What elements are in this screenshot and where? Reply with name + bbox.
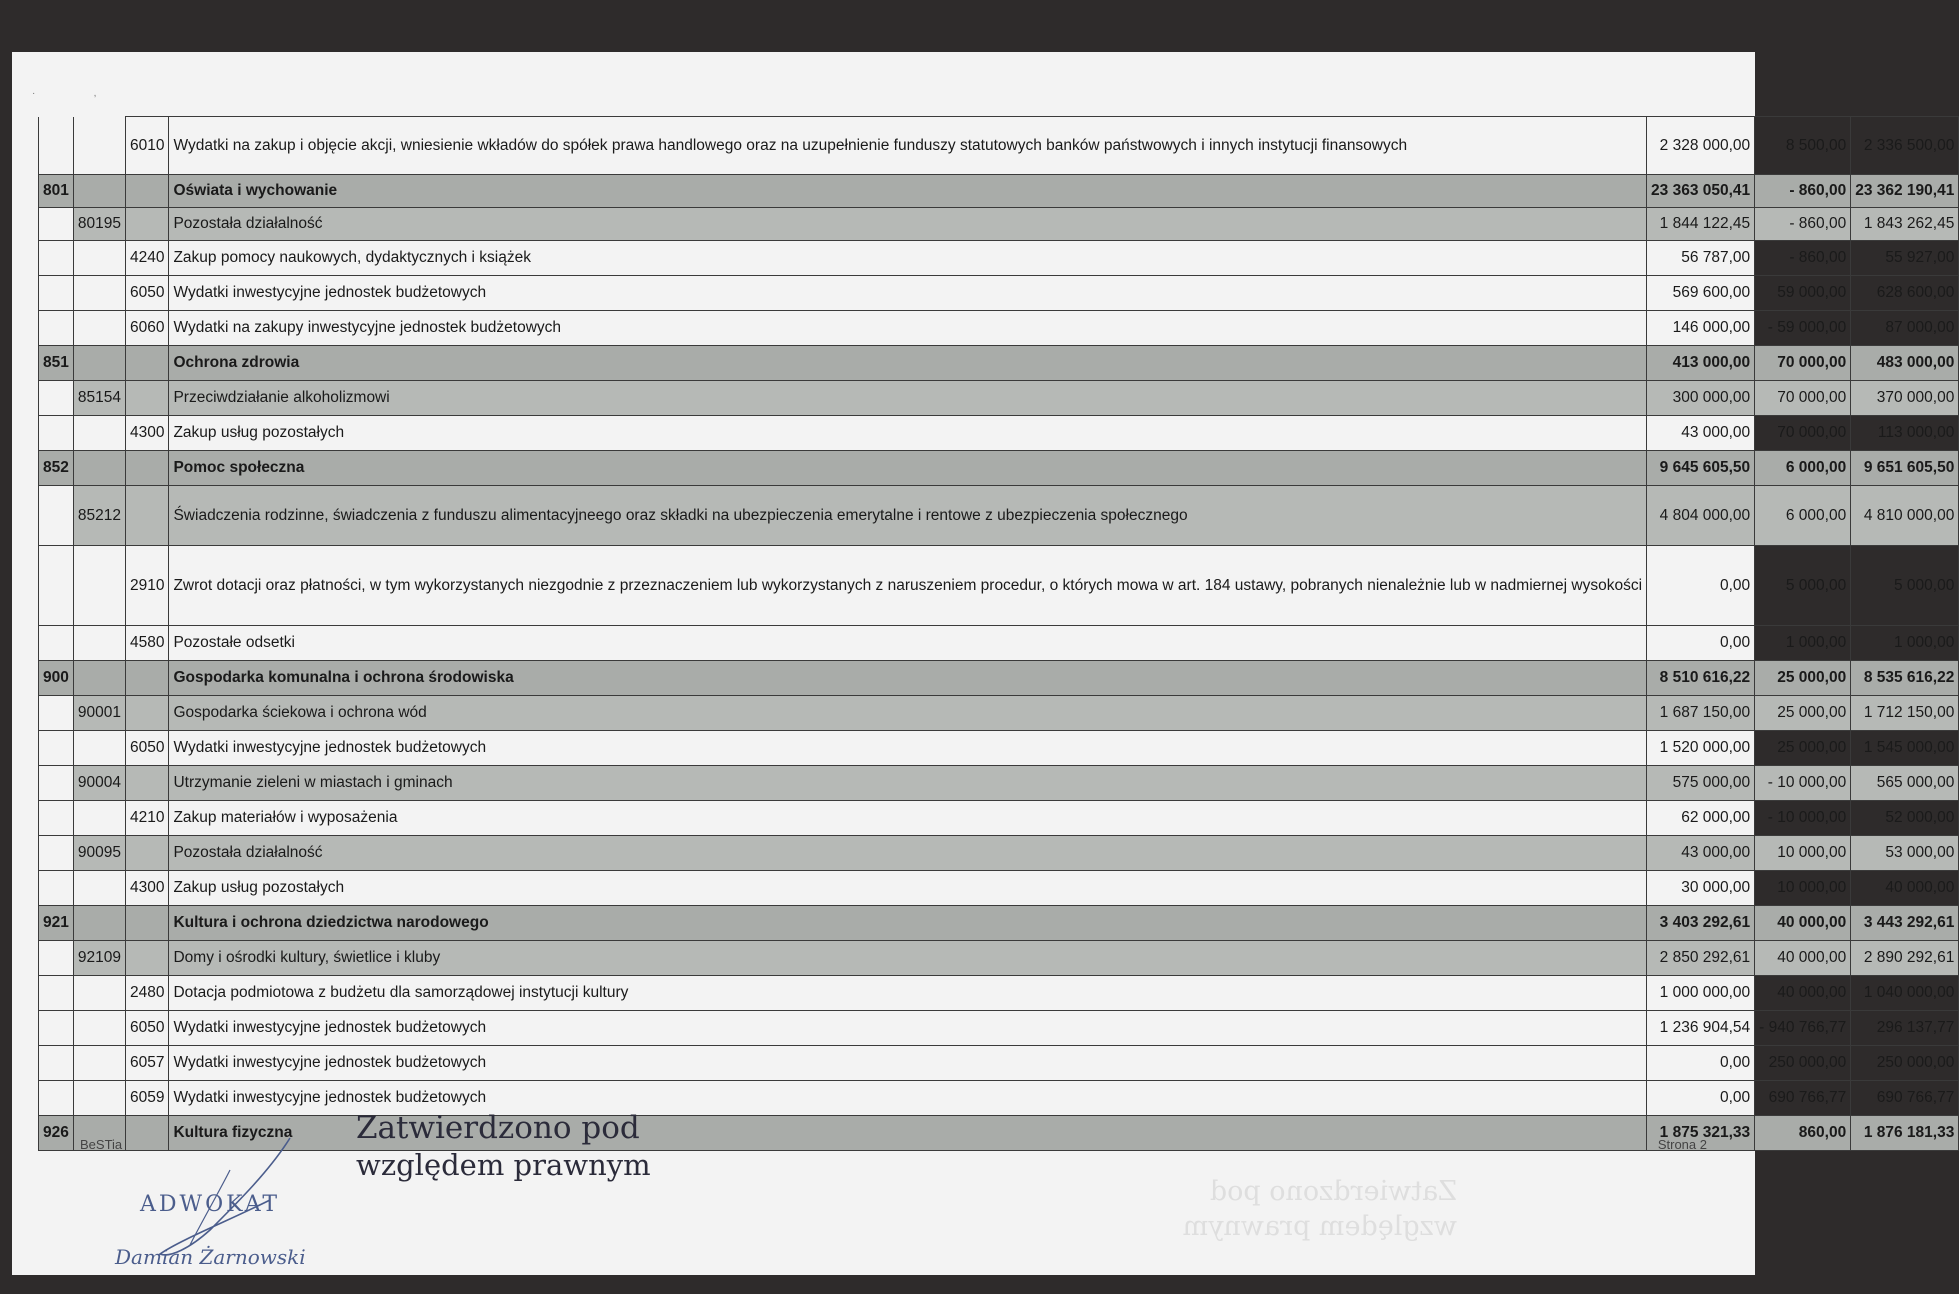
- cell-po-zmianie: 370 000,00: [1851, 381, 1959, 416]
- cell-po-zmianie: 1 040 000,00: [1851, 976, 1959, 1011]
- cell-plan: 413 000,00: [1647, 346, 1755, 381]
- cell-nazwa: Utrzymanie zieleni w miastach i gminach: [169, 766, 1647, 801]
- table-row: [39, 976, 1959, 1011]
- cell-dzial: [39, 311, 74, 346]
- cell-plan: 1 236 904,54: [1647, 1011, 1755, 1046]
- cell-dzial: [39, 836, 74, 871]
- cell-rozdzial: 80195: [73, 208, 125, 241]
- cell-rozdzial: 90004: [73, 766, 125, 801]
- cell-nazwa: Ochrona zdrowia: [169, 346, 1647, 381]
- cell-plan: 0,00: [1647, 626, 1755, 661]
- cell-rozdzial: [73, 906, 125, 941]
- cell-dzial: [39, 871, 74, 906]
- table-row-dzial: [39, 661, 1959, 696]
- table-row: [39, 276, 1959, 311]
- stamp-ghost-line-2: względem prawnym: [1182, 1211, 1457, 1243]
- cell-nazwa: Pozostała działalność: [169, 836, 1647, 871]
- cell-dzial: 801: [39, 175, 74, 208]
- cell-rozdzial: [73, 241, 125, 276]
- cell-plan: 62 000,00: [1647, 801, 1755, 836]
- stamp-ghost-line-1: Zatwierdzono pod: [1209, 1176, 1457, 1207]
- cell-paragraf: 4580: [125, 626, 168, 661]
- cell-po-zmianie: 1 876 181,33: [1851, 1116, 1959, 1151]
- cell-plan: 0,00: [1647, 1081, 1755, 1116]
- cell-dzial: [39, 416, 74, 451]
- cell-nazwa: Zakup usług pozostałych: [169, 416, 1647, 451]
- cell-paragraf: [125, 906, 168, 941]
- cell-dzial: [39, 626, 74, 661]
- cell-zmiana: 8 500,00: [1755, 117, 1851, 175]
- cell-dzial: 852: [39, 451, 74, 486]
- cell-plan: 0,00: [1647, 1046, 1755, 1081]
- cell-po-zmianie: 52 000,00: [1851, 801, 1959, 836]
- cell-plan: 56 787,00: [1647, 241, 1755, 276]
- cell-paragraf: [125, 451, 168, 486]
- cell-po-zmianie: 2 336 500,00: [1851, 117, 1959, 175]
- cell-dzial: 921: [39, 906, 74, 941]
- cell-paragraf: 6060: [125, 311, 168, 346]
- cell-rozdzial: 85154: [73, 381, 125, 416]
- cell-nazwa: Gospodarka komunalna i ochrona środowiska: [169, 661, 1647, 696]
- cell-rozdzial: [73, 1081, 125, 1116]
- cell-po-zmianie: 690 766,77: [1851, 1081, 1959, 1116]
- cell-po-zmianie: 250 000,00: [1851, 1046, 1959, 1081]
- cell-po-zmianie: 8 535 616,22: [1851, 661, 1959, 696]
- cell-paragraf: 2480: [125, 976, 168, 1011]
- cell-po-zmianie: 113 000,00: [1851, 416, 1959, 451]
- cell-zmiana: - 10 000,00: [1755, 801, 1851, 836]
- footer-page-number: Strona 2: [1657, 1137, 1707, 1152]
- cell-zmiana: 250 000,00: [1755, 1046, 1851, 1081]
- table-row-dzial: [39, 175, 1959, 208]
- cell-po-zmianie: 2 890 292,61: [1851, 941, 1959, 976]
- cell-rozdzial: [73, 311, 125, 346]
- cell-nazwa: Wydatki inwestycyjne jednostek budżetowych: [169, 276, 1647, 311]
- cell-zmiana: - 860,00: [1755, 175, 1851, 208]
- cell-paragraf: [125, 836, 168, 871]
- cell-zmiana: 5 000,00: [1755, 546, 1851, 626]
- cell-rozdzial: [73, 801, 125, 836]
- cell-nazwa: Wydatki na zakupy inwestycyjne jednostek budżetowych: [169, 311, 1647, 346]
- cell-plan: 146 000,00: [1647, 311, 1755, 346]
- budget-table-body: [39, 117, 1959, 1151]
- cell-rozdzial: [73, 1011, 125, 1046]
- cell-zmiana: 1 000,00: [1755, 626, 1851, 661]
- cell-po-zmianie: 296 137,77: [1851, 1011, 1959, 1046]
- stamp-line-1: Zatwierdzono pod: [356, 1110, 640, 1146]
- cell-rozdzial: [73, 175, 125, 208]
- cell-zmiana: - 860,00: [1755, 241, 1851, 276]
- cell-po-zmianie: 53 000,00: [1851, 836, 1959, 871]
- table-row-dzial: [39, 906, 1959, 941]
- cell-paragraf: 6050: [125, 276, 168, 311]
- cell-po-zmianie: 87 000,00: [1851, 311, 1959, 346]
- cell-zmiana: 690 766,77: [1755, 1081, 1851, 1116]
- cell-rozdzial: [73, 451, 125, 486]
- cell-rozdzial: [73, 871, 125, 906]
- cell-plan: 2 328 000,00: [1647, 117, 1755, 175]
- cell-rozdzial: 90001: [73, 696, 125, 731]
- table-row-rozdzial: [39, 766, 1959, 801]
- cell-po-zmianie: 565 000,00: [1851, 766, 1959, 801]
- cell-nazwa: Pomoc społeczna: [169, 451, 1647, 486]
- cell-plan: 300 000,00: [1647, 381, 1755, 416]
- cell-paragraf: 6050: [125, 1011, 168, 1046]
- cell-nazwa: Wydatki inwestycyjne jednostek budżetowych: [169, 1046, 1647, 1081]
- cell-nazwa: Wydatki inwestycyjne jednostek budżetowych: [169, 1081, 1647, 1116]
- cell-rozdzial: [73, 276, 125, 311]
- cell-plan: 9 645 605,50: [1647, 451, 1755, 486]
- cell-plan: 575 000,00: [1647, 766, 1755, 801]
- table-row: [39, 1046, 1959, 1081]
- cell-nazwa: Wydatki na zakup i objęcie akcji, wniesienie wkładów do spółek prawa handlowego oraz na uzupełnienie funduszy statutowych banków państwowych i innych instytucji finansowych: [169, 117, 1647, 175]
- cell-zmiana: 40 000,00: [1755, 906, 1851, 941]
- cell-plan: 4 804 000,00: [1647, 486, 1755, 546]
- cell-zmiana: 59 000,00: [1755, 276, 1851, 311]
- footer-software-name: BeSTia: [80, 1137, 123, 1152]
- cell-zmiana: 6 000,00: [1755, 451, 1851, 486]
- cell-zmiana: - 59 000,00: [1755, 311, 1851, 346]
- cell-zmiana: 25 000,00: [1755, 731, 1851, 766]
- cell-nazwa: Gospodarka ściekowa i ochrona wód: [169, 696, 1647, 731]
- cell-paragraf: [125, 346, 168, 381]
- cell-zmiana: 40 000,00: [1755, 941, 1851, 976]
- cell-dzial: [39, 976, 74, 1011]
- cell-po-zmianie: 9 651 605,50: [1851, 451, 1959, 486]
- cell-zmiana: - 860,00: [1755, 208, 1851, 241]
- table-row-dzial: [39, 346, 1959, 381]
- cell-po-zmianie: 1 843 262,45: [1851, 208, 1959, 241]
- cell-plan: 2 850 292,61: [1647, 941, 1755, 976]
- cell-po-zmianie: 5 000,00: [1851, 546, 1959, 626]
- cell-plan: 1 875 321,33: [1647, 1116, 1755, 1151]
- table-row: [39, 241, 1959, 276]
- document-page: [12, 52, 1955, 1275]
- cell-nazwa: Pozostała działalność: [169, 208, 1647, 241]
- cell-paragraf: [125, 486, 168, 546]
- cell-dzial: [39, 241, 74, 276]
- table-row: [39, 416, 1959, 451]
- cell-dzial: [39, 208, 74, 241]
- cell-rozdzial: [73, 626, 125, 661]
- cell-zmiana: 70 000,00: [1755, 346, 1851, 381]
- cell-nazwa: Zwrot dotacji oraz płatności, w tym wykorzystanych niezgodnie z przeznaczeniem lub wykorzystanych z naruszeniem procedur, o których mowa w art. 184 ustawy, pobranych nienależnie lub w nadmiernej wysokości: [169, 546, 1647, 626]
- cell-plan: 1 687 150,00: [1647, 696, 1755, 731]
- cell-paragraf: [125, 208, 168, 241]
- cell-paragraf: 4240: [125, 241, 168, 276]
- table-row: [39, 1081, 1959, 1116]
- cell-rozdzial: [73, 661, 125, 696]
- table-row-rozdzial: [39, 381, 1959, 416]
- table-row: [39, 801, 1959, 836]
- cell-zmiana: 40 000,00: [1755, 976, 1851, 1011]
- cell-rozdzial: [73, 346, 125, 381]
- cell-dzial: 900: [39, 661, 74, 696]
- cell-zmiana: 25 000,00: [1755, 661, 1851, 696]
- cell-plan: 1 000 000,00: [1647, 976, 1755, 1011]
- table-row-rozdzial: [39, 941, 1959, 976]
- cell-dzial: [39, 381, 74, 416]
- cell-paragraf: [125, 766, 168, 801]
- cell-po-zmianie: 4 810 000,00: [1851, 486, 1959, 546]
- cell-dzial: 926: [39, 1116, 74, 1151]
- cell-paragraf: 4300: [125, 871, 168, 906]
- cell-nazwa: Zakup materiałów i wyposażenia: [169, 801, 1647, 836]
- table-row-rozdzial: [39, 208, 1959, 241]
- cell-dzial: [39, 486, 74, 546]
- cell-plan: 0,00: [1647, 546, 1755, 626]
- cell-dzial: [39, 731, 74, 766]
- cell-zmiana: 70 000,00: [1755, 381, 1851, 416]
- table-row: [39, 626, 1959, 661]
- cell-dzial: [39, 766, 74, 801]
- cell-zmiana: - 10 000,00: [1755, 766, 1851, 801]
- cell-paragraf: 4300: [125, 416, 168, 451]
- table-row-rozdzial: [39, 486, 1959, 546]
- cell-paragraf: [125, 661, 168, 696]
- cell-po-zmianie: 628 600,00: [1851, 276, 1959, 311]
- cell-rozdzial: [73, 117, 125, 175]
- cell-plan: 1 844 122,45: [1647, 208, 1755, 241]
- cell-dzial: 851: [39, 346, 74, 381]
- cell-po-zmianie: 1 545 000,00: [1851, 731, 1959, 766]
- cell-plan: 23 363 050,41: [1647, 175, 1755, 208]
- scan-artifact: · ,: [32, 88, 97, 99]
- cell-plan: 43 000,00: [1647, 836, 1755, 871]
- cell-nazwa: Oświata i wychowanie: [169, 175, 1647, 208]
- cell-rozdzial: [73, 416, 125, 451]
- cell-plan: 569 600,00: [1647, 276, 1755, 311]
- cell-dzial: [39, 801, 74, 836]
- cell-nazwa: Zakup usług pozostałych: [169, 871, 1647, 906]
- cell-paragraf: 4210: [125, 801, 168, 836]
- table-row: [39, 546, 1959, 626]
- table-row: [39, 117, 1959, 175]
- cell-zmiana: 10 000,00: [1755, 836, 1851, 871]
- cell-nazwa: Świadczenia rodzinne, świadczenia z funduszu alimentacyjneego oraz składki na ubezpieczenia emerytalne i rentowe z ubezpieczenia społecznego: [169, 486, 1647, 546]
- cell-rozdzial: [73, 976, 125, 1011]
- cell-rozdzial: 85212: [73, 486, 125, 546]
- cell-rozdzial: [73, 1046, 125, 1081]
- cell-dzial: [39, 1046, 74, 1081]
- cell-po-zmianie: 3 443 292,61: [1851, 906, 1959, 941]
- table-row-rozdzial: [39, 836, 1959, 871]
- adwokat-stamp-name: Damian Żarnowski: [115, 1245, 306, 1269]
- cell-rozdzial: [73, 546, 125, 626]
- cell-dzial: [39, 546, 74, 626]
- cell-dzial: [39, 276, 74, 311]
- cell-zmiana: 6 000,00: [1755, 486, 1851, 546]
- cell-zmiana: 25 000,00: [1755, 696, 1851, 731]
- cell-dzial: [39, 941, 74, 976]
- cell-paragraf: 6059: [125, 1081, 168, 1116]
- cell-rozdzial: 92109: [73, 941, 125, 976]
- cell-dzial: [39, 117, 74, 175]
- table-row: [39, 731, 1959, 766]
- cell-paragraf: [125, 175, 168, 208]
- cell-zmiana: 10 000,00: [1755, 871, 1851, 906]
- legal-approval-stamp: [356, 1110, 651, 1183]
- budget-table: [38, 116, 1959, 1151]
- cell-zmiana: - 940 766,77: [1755, 1011, 1851, 1046]
- cell-dzial: [39, 1011, 74, 1046]
- cell-zmiana: 70 000,00: [1755, 416, 1851, 451]
- cell-plan: 8 510 616,22: [1647, 661, 1755, 696]
- cell-zmiana: 860,00: [1755, 1116, 1851, 1151]
- cell-po-zmianie: 1 712 150,00: [1851, 696, 1959, 731]
- cell-plan: 1 520 000,00: [1647, 731, 1755, 766]
- cell-nazwa: Zakup pomocy naukowych, dydaktycznych i książek: [169, 241, 1647, 276]
- cell-plan: 30 000,00: [1647, 871, 1755, 906]
- cell-dzial: [39, 1081, 74, 1116]
- cell-rozdzial: 90095: [73, 836, 125, 871]
- cell-paragraf: 2910: [125, 546, 168, 626]
- stamp-line-2: względem prawnym: [356, 1147, 651, 1182]
- cell-rozdzial: [73, 731, 125, 766]
- cell-po-zmianie: 55 927,00: [1851, 241, 1959, 276]
- cell-paragraf: 6010: [125, 117, 168, 175]
- cell-paragraf: 6057: [125, 1046, 168, 1081]
- cell-plan: 3 403 292,61: [1647, 906, 1755, 941]
- table-row: [39, 311, 1959, 346]
- cell-nazwa: Przeciwdziałanie alkoholizmowi: [169, 381, 1647, 416]
- cell-paragraf: 6050: [125, 731, 168, 766]
- table-row-dzial: [39, 451, 1959, 486]
- cell-nazwa: Domy i ośrodki kultury, świetlice i kluby: [169, 941, 1647, 976]
- cell-nazwa: Wydatki inwestycyjne jednostek budżetowych: [169, 1011, 1647, 1046]
- table-row: [39, 871, 1959, 906]
- cell-po-zmianie: 483 000,00: [1851, 346, 1959, 381]
- cell-nazwa: Kultura i ochrona dziedzictwa narodowego: [169, 906, 1647, 941]
- cell-nazwa: Kultura fizyczna: [169, 1116, 1647, 1151]
- cell-nazwa: Pozostałe odsetki: [169, 626, 1647, 661]
- stamp-bleed-through: [1167, 1174, 1457, 1294]
- cell-paragraf: [125, 381, 168, 416]
- cell-po-zmianie: 40 000,00: [1851, 871, 1959, 906]
- cell-dzial: [39, 696, 74, 731]
- cell-nazwa: Dotacja podmiotowa z budżetu dla samorządowej instytucji kultury: [169, 976, 1647, 1011]
- adwokat-stamp-title: ADWOKAT: [140, 1192, 281, 1217]
- cell-paragraf: [125, 696, 168, 731]
- cell-paragraf: [125, 941, 168, 976]
- cell-nazwa: Wydatki inwestycyjne jednostek budżetowych: [169, 731, 1647, 766]
- cell-po-zmianie: 23 362 190,41: [1851, 175, 1959, 208]
- table-row: [39, 1011, 1959, 1046]
- cell-po-zmianie: 1 000,00: [1851, 626, 1959, 661]
- cell-plan: 43 000,00: [1647, 416, 1755, 451]
- table-row-rozdzial: [39, 696, 1959, 731]
